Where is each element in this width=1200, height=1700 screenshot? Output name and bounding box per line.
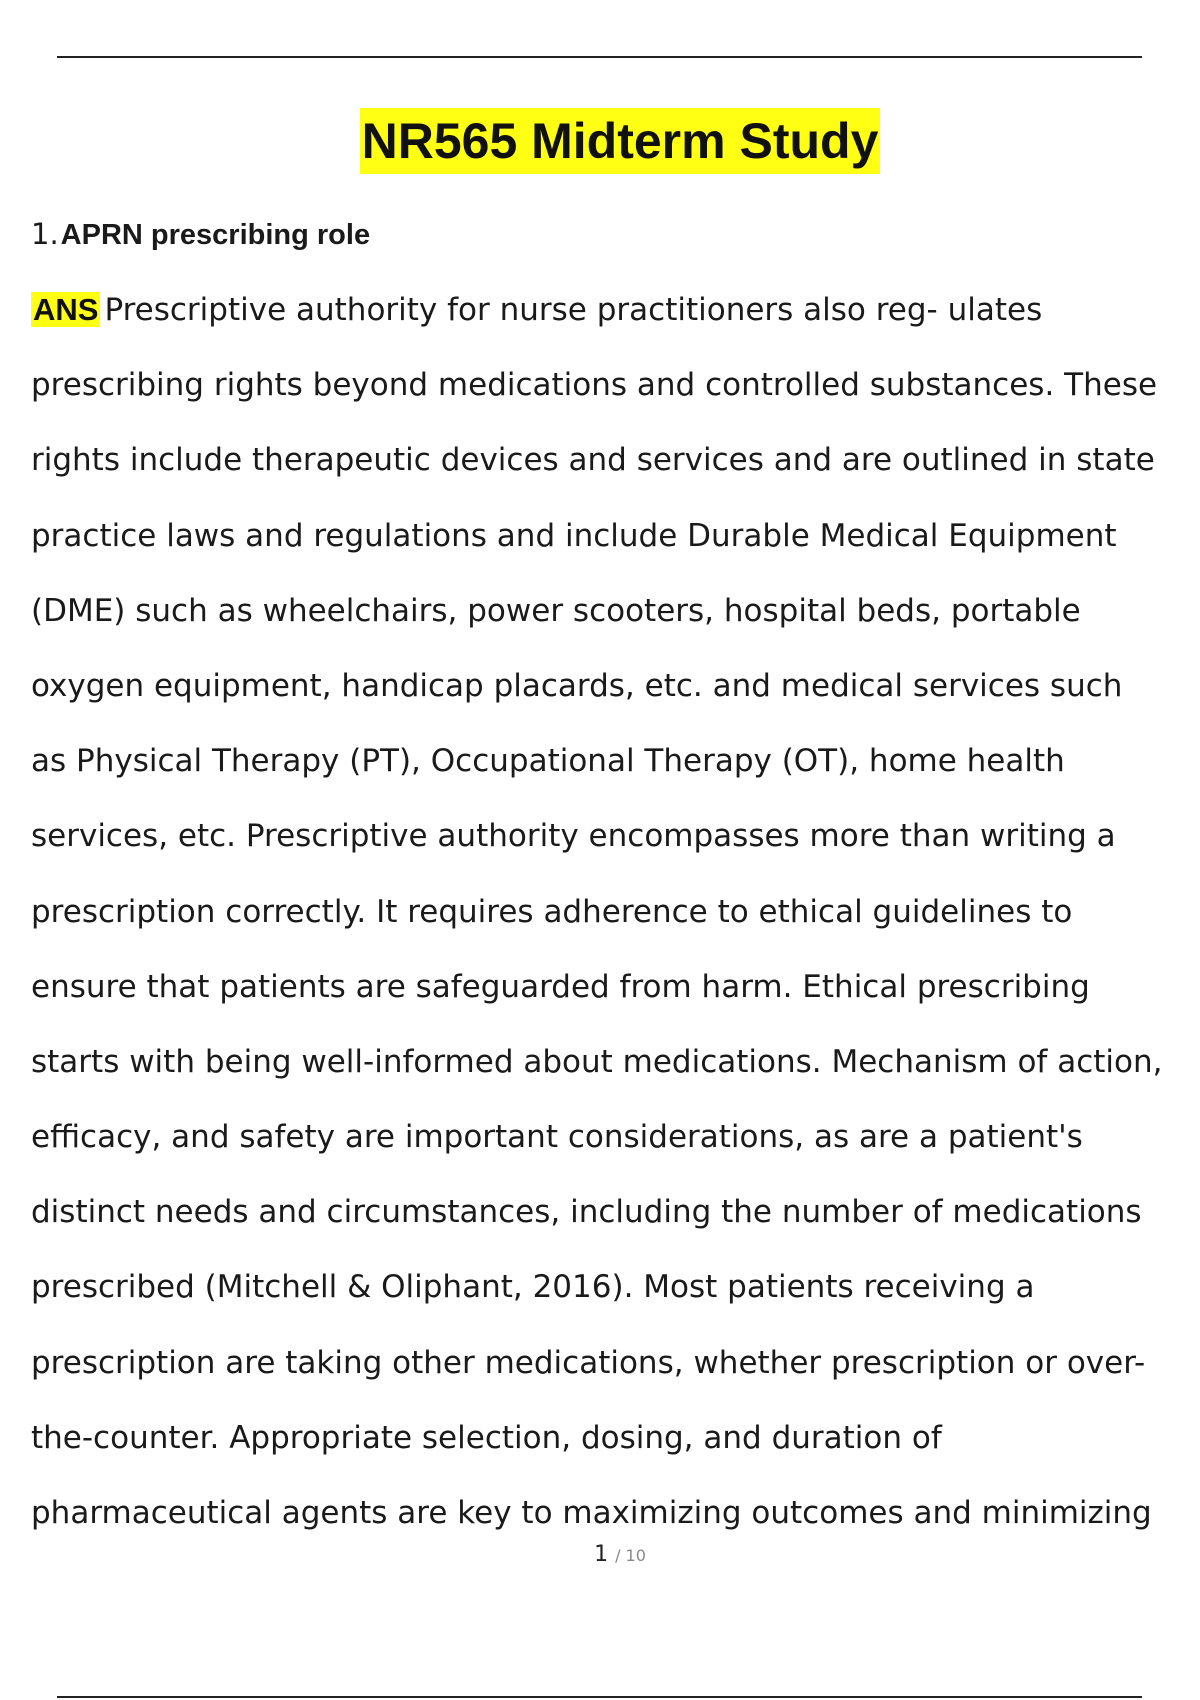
total-pages: / 10 <box>615 1546 646 1565</box>
top-divider <box>57 56 1142 58</box>
question-text: APRN prescribing role <box>60 219 371 251</box>
answer-line: efficacy, and safety are important considerations, as are a patient's <box>31 1119 1083 1156</box>
current-page: 1 <box>594 1542 609 1567</box>
answer-line: services, etc. Prescriptive authority encompasses more than writing a <box>31 818 1116 855</box>
answer-line: practice laws and regulations and include Durable Medical Equipment <box>31 517 1117 554</box>
bottom-divider <box>57 1696 1142 1698</box>
question-number: 1. <box>31 217 59 251</box>
answer-line: the-counter. Appropriate selection, dosing, and duration of <box>31 1419 942 1456</box>
document-title: NR565 Midterm Study <box>360 108 881 174</box>
answer-line: ensure that patients are safeguarded from harm. Ethical prescribing <box>31 968 1090 1005</box>
answer-line-text: Prescriptive authority for nurse practitioners also reg- ulates <box>104 292 1043 328</box>
answer-line <box>31 290 1200 365</box>
answer-body <box>31 290 1200 1568</box>
answer-line: prescribed (Mitchell & Oliphant, 2016). Most patients receiving a <box>31 1269 1035 1306</box>
question-heading <box>31 214 370 255</box>
answer-line: pharmaceutical agents are key to maximizing outcomes and minimizing <box>31 1495 1152 1531</box>
answer-line: prescription correctly. It requires adherence to ethical guidelines to <box>31 893 1073 930</box>
title-container <box>0 108 1200 174</box>
answer-line: distinct needs and circumstances, including the number of medications <box>31 1194 1142 1231</box>
answer-line: (DME) such as wheelchairs, power scooters, hospital beds, portable <box>31 592 1081 629</box>
answer-line: prescription are taking other medications, whether prescription or over- <box>31 1344 1146 1381</box>
answer-line: rights include therapeutic devices and services and are outlined in state <box>31 442 1155 479</box>
answer-line: starts with being well-informed about medications. Mechanism of action, <box>31 1043 1163 1080</box>
answer-line: oxygen equipment, handicap placards, etc. and medical services such <box>31 667 1123 704</box>
page-indicator <box>0 1542 1200 1567</box>
answer-line: as Physical Therapy (PT), Occupational Therapy (OT), home health <box>31 743 1065 780</box>
answer-line: prescribing rights beyond medications and controlled substances. These <box>31 367 1158 404</box>
answer-tag: ANS <box>33 292 99 327</box>
